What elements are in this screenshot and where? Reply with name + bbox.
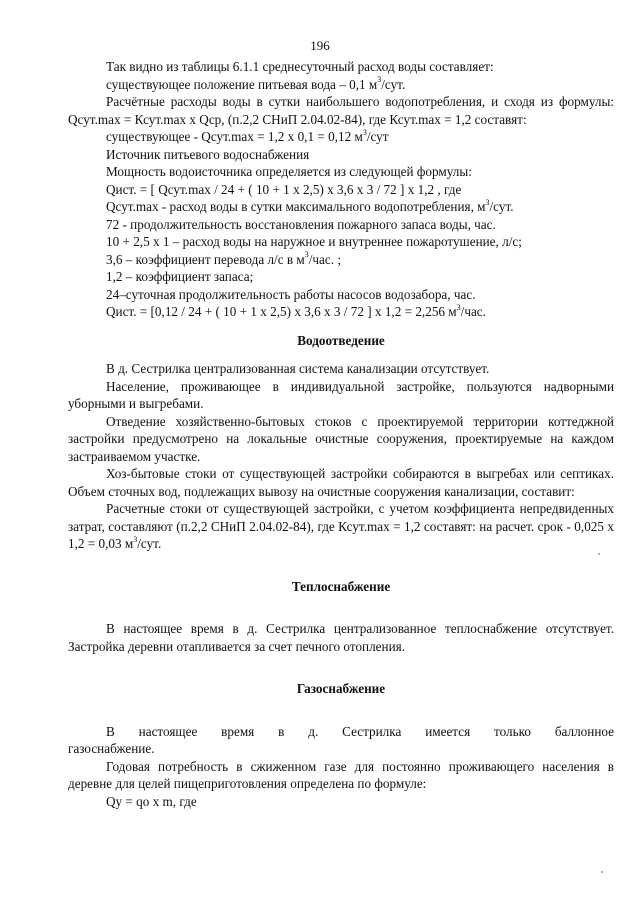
paragraph: В настоящее время в д. Сестрилка централизованное теплоснабжение отсутствует. Застройка деревни отапливается за счет печного отопления.: [68, 621, 614, 654]
paragraph: В настоящее время в д. Сестрилка имеется только баллонное: [106, 723, 614, 739]
paragraph: 1,2 – коэффициент запаса;: [106, 269, 254, 284]
formula: Qист. = [0,12 / 24 + ( 10 + 1 х 2,5) х 3,6 х 3 / 72 ] х 1,2 = 2,256 $м^3$/час.: [106, 302, 486, 319]
paragraph: 24–суточная продолжительность работы насосов водозабора, час.: [106, 286, 476, 302]
paragraph: В д. Сестрилка централизованная система канализации отсутствует.: [106, 361, 490, 376]
water-supply-section: [68, 58, 614, 321]
paragraph: Население, проживающее в индивидуальной застройке, пользуются надворными уборными и выгребами.: [68, 378, 614, 411]
heating-section: [68, 620, 614, 655]
formula: Qист. = [ Qсут.max / 24 + ( 10 + 1 х 2,5) х 3,6 х 3 / 72 ] х 1,2 , где: [106, 181, 462, 197]
paragraph: существующее - Qсут.max = 1,2 х 0,1 = 0,12 $м^3$/сут: [106, 127, 389, 144]
section-heading-gas: Газоснабжение: [296, 681, 386, 696]
formula: Qу = qo х m, где: [106, 793, 197, 809]
paragraph: 3,6 – коэффициент перевода л/с в $м^3$/час. ;: [106, 250, 341, 267]
section-heading-heating: Теплоснабжение: [291, 578, 391, 594]
paragraph: Источник питьевого водоснабжения: [106, 146, 310, 162]
paragraph: Qсут.max - расход воды в сутки максимального водопотребления, $м^3$/сут.: [106, 197, 514, 214]
paragraph: 72 - продолжительность восстановления пожарного запаса воды, час.: [106, 216, 496, 232]
paragraph: 10 + 2,5 х 1 – расход воды на наружное и внутреннее пожаротушение, л/с;: [106, 234, 522, 249]
page-content: [68, 58, 614, 810]
paragraph: газоснабжение.: [68, 741, 155, 756]
drainage-section: [68, 360, 614, 553]
paragraph: существующее положение питьевая вода – 0,1 $м^3$/сут.: [106, 75, 406, 92]
gas-section: [68, 723, 614, 811]
page-number: 196: [310, 38, 330, 53]
paragraph: Мощность водоисточника определяется из следующей формулы:: [106, 164, 472, 179]
scan-speck: [601, 871, 603, 873]
paragraph: Так видно из таблицы 6.1.1 среднесуточный расход воды составляет:: [106, 59, 494, 74]
section-heading-drainage: Водоотведение: [297, 332, 385, 348]
paragraph: Отведение хозяйственно-бытовых стоков с проектируемой территории коттеджной застройки предусмотрено на локальные очистные сооружения, проектируемые на каждом застраиваемом участке.: [68, 413, 614, 464]
paragraph: Расчётные расходы воды в сутки наибольшего водопотребления, и сходя из формулы: Qсут.max = Ксут.max х Qср, (п.2,2 СНиП 2.04.02-84), где Ксут.max = 1,2 составят:: [68, 94, 614, 127]
scan-speck: [598, 553, 600, 555]
paragraph: Хоз-бытовые стоки от существующей застройки собираются в выгребах или септиках. Объем сточных вод, подлежащих вывозу на очистные сооружения канализации, составит:: [68, 466, 614, 499]
paragraph: Расчетные стоки от существующей застройки, с учетом коэффициента непредвиденных затрат, составляют (п.2,2 СНиП 2.04.02-84), где Ксут.max = 1,2 составят: на расчет. срок - 0,025 х 1,2 = 0,03 $м^3$/сут.: [68, 501, 614, 551]
paragraph: Годовая потребность в сжиженном газе для постоянно проживающего населения в деревне для целей пищеприготовления определена по формуле:: [68, 758, 614, 791]
